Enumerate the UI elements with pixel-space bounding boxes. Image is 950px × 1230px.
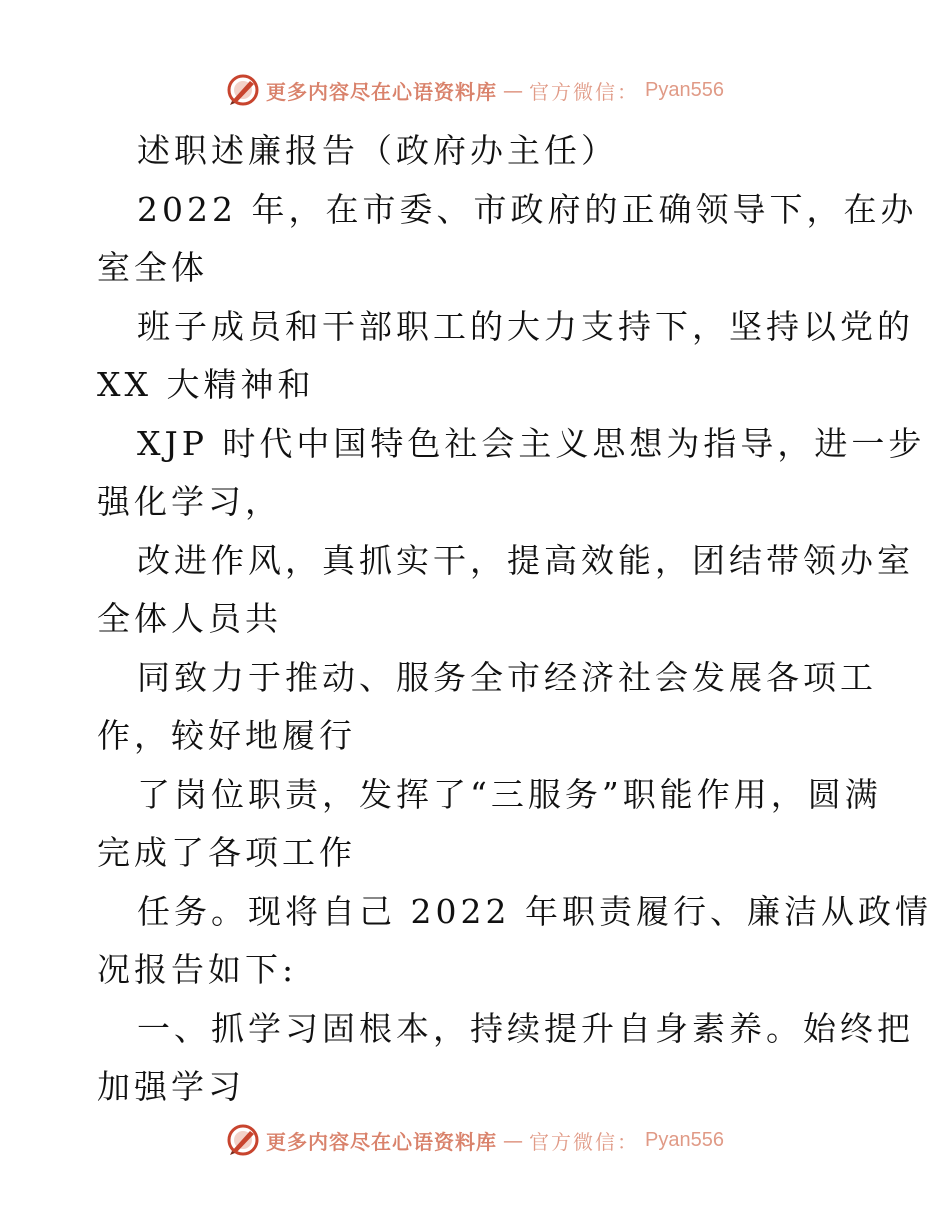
- paragraph-line: 况报告如下:: [97, 950, 298, 989]
- paragraph-line: 2022 年，在市委、市政府的正确领导下，在办: [137, 189, 918, 229]
- paragraph-line: XJP 时代中国特色社会主义思想为指导，进一步: [137, 423, 926, 463]
- paragraph-line: 改进作风，真抓实干，提高效能，团结带领办室: [137, 540, 914, 580]
- paragraph-line: 强化学习，: [97, 482, 282, 521]
- banner-slogan: 更多内容尽在心语资料库: [266, 79, 498, 104]
- paragraph-line: 室全体: [97, 248, 208, 287]
- banner-wechat-label: 官方微信：: [529, 79, 640, 104]
- banner-slogan: 更多内容尽在心语资料库: [266, 1129, 498, 1154]
- paragraph-line: 任务。现将自己 2022 年职责履行、廉洁从政情: [137, 891, 932, 931]
- paragraph-line: 完成了各项工作: [97, 833, 356, 872]
- paragraph-line: 班子成员和干部职工的大力支持下，坚持以党的: [137, 306, 914, 346]
- banner-dash: —: [503, 1128, 524, 1152]
- paragraph-line: 加强学习: [97, 1067, 245, 1106]
- document-title: 述职述廉报告（政府办主任）: [137, 131, 618, 170]
- pen-circle-logo-icon: [226, 1123, 260, 1157]
- pen-circle-logo-icon: [226, 73, 260, 107]
- paragraph-line: 同致力于推动、服务全市经济社会发展各项工: [137, 657, 877, 697]
- banner-wechat-id: Pyan556: [645, 78, 724, 101]
- paragraph-line: 一、抓学习固根本，持续提升自身素养。始终把: [137, 1008, 914, 1048]
- paragraph-line: 了岗位职责，发挥了“三服务”职能作用，圆满: [137, 774, 882, 814]
- footer-banner: [0, 1120, 950, 1160]
- paragraph-line: 作，较好地履行: [97, 716, 356, 755]
- banner-dash: —: [503, 78, 524, 102]
- paragraph-line: XX 大精神和: [97, 365, 315, 404]
- document-body: [97, 122, 932, 1117]
- paragraph-line: 全体人员共: [97, 599, 282, 638]
- header-banner: [0, 70, 950, 110]
- banner-wechat-id: Pyan556: [645, 1128, 724, 1151]
- banner-wechat-label: 官方微信：: [529, 1129, 640, 1154]
